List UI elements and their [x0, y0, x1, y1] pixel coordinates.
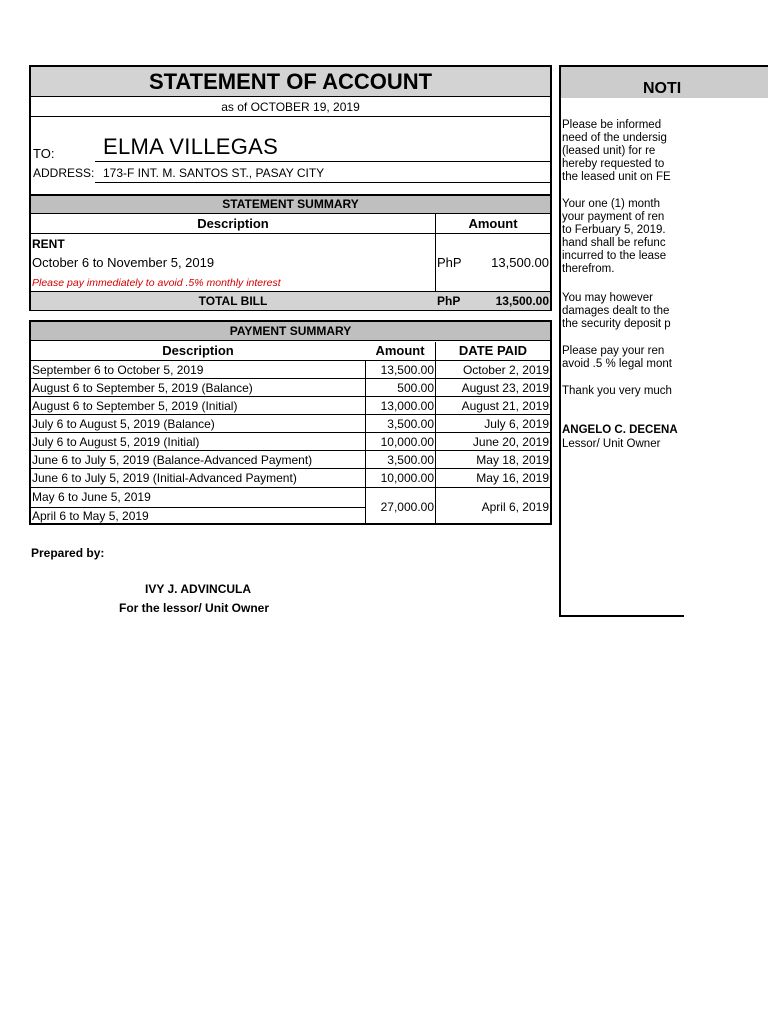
- row-date: July 6, 2019: [484, 417, 549, 431]
- interest-notice: Please pay immediately to avoid .5% monthly interest: [32, 277, 281, 289]
- row-description: August 6 to September 5, 2019 (Balance): [32, 381, 253, 395]
- summary-header-rule: [31, 233, 550, 234]
- notice-line: avoid .5 % legal mont: [562, 358, 672, 370]
- tenant-name: ELMA VILLEGAS: [103, 134, 279, 159]
- notice-line: You may however: [562, 292, 653, 304]
- notice-line: Your one (1) month: [562, 198, 661, 210]
- crop-mask: [684, 98, 768, 628]
- row-description: July 6 to August 5, 2019 (Balance): [32, 417, 215, 431]
- merged-row-amount: 27,000.00: [380, 500, 434, 514]
- table-row: [31, 361, 550, 379]
- summary-col-amount: Amount: [468, 216, 518, 231]
- row-description: August 6 to September 5, 2019 (Initial): [32, 399, 238, 413]
- statement-summary-heading: STATEMENT SUMMARY: [31, 194, 550, 214]
- total-bill-label: TOTAL BILL: [198, 294, 268, 308]
- row-description: September 6 to October 5, 2019: [32, 363, 204, 377]
- notice-signer-name: ANGELO C. DECENA: [562, 424, 678, 436]
- total-bill-row: [31, 291, 550, 310]
- merged-row-description-1: May 6 to June 5, 2019: [32, 490, 151, 504]
- statement-title: STATEMENT OF ACCOUNT: [31, 67, 550, 97]
- notice-line: your payment of ren: [562, 211, 665, 223]
- notice-line: Please be informed: [562, 119, 662, 131]
- rent-label: RENT: [32, 237, 65, 251]
- payment-col-amount: Amount: [375, 343, 425, 358]
- notice-line: the security deposit p: [562, 318, 671, 330]
- row-description: July 6 to August 5, 2019 (Initial): [32, 435, 200, 449]
- payment-col-date: DATE PAID: [458, 343, 528, 358]
- payment-summary-heading: PAYMENT SUMMARY: [31, 322, 550, 341]
- table-row: [31, 451, 550, 469]
- tenant-address: 173-F INT. M. SANTOS ST., PASAY CITY: [103, 166, 325, 180]
- row-amount: 10,000.00: [380, 435, 434, 449]
- notice-line: (leased unit) for re: [562, 145, 656, 157]
- total-currency: PhP: [437, 294, 461, 308]
- notice-line: therefrom.: [562, 263, 615, 275]
- summary-col-description: Description: [197, 216, 269, 231]
- row-amount: 13,500.00: [380, 363, 434, 377]
- notice-line: Please pay your ren: [562, 345, 665, 357]
- as-of-date: as of OCTOBER 19, 2019: [31, 97, 550, 117]
- merged-row-date: April 6, 2019: [481, 500, 549, 514]
- notice-line: to Ferbuary 5, 2019.: [562, 224, 666, 236]
- notice-line: damages dealt to the: [562, 305, 670, 317]
- notice-line: hereby requested to: [562, 158, 665, 170]
- notice-signer-role: Lessor/ Unit Owner: [562, 438, 661, 450]
- table-row: [31, 415, 550, 433]
- name-underline: [95, 161, 550, 162]
- notice-line: Thank you very much: [562, 385, 672, 397]
- rent-amount: 13,500.00: [491, 255, 549, 270]
- row-date: August 23, 2019: [461, 381, 549, 395]
- row-date: May 16, 2019: [476, 471, 549, 485]
- row-date: August 21, 2019: [461, 399, 549, 413]
- row-amount: 10,000.00: [380, 471, 434, 485]
- notice-line: hand shall be refunc: [562, 237, 666, 249]
- address-underline: [95, 182, 550, 183]
- notice-heading: NOTI: [561, 67, 768, 98]
- row-description: June 6 to July 5, 2019 (Initial-Advanced Payment): [32, 471, 297, 485]
- notice-line: the leased unit on FE: [562, 171, 671, 183]
- row-amount: 500.00: [397, 381, 434, 395]
- preparer-name: IVY J. ADVINCULA: [145, 582, 252, 596]
- notice-line: need of the undersig: [562, 132, 667, 144]
- preparer-role: For the lessor/ Unit Owner: [119, 601, 270, 615]
- row-date: May 18, 2019: [476, 453, 549, 467]
- table-row: [31, 433, 550, 451]
- prepared-by-label: Prepared by:: [31, 546, 105, 560]
- statement-of-account: [29, 65, 552, 311]
- to-label: TO:: [33, 146, 55, 161]
- table-row: [31, 397, 550, 415]
- table-row: [31, 379, 550, 397]
- row-date: June 20, 2019: [472, 435, 549, 449]
- total-amount: 13,500.00: [495, 294, 549, 308]
- payment-summary: [29, 320, 552, 525]
- rent-period: October 6 to November 5, 2019: [32, 255, 215, 270]
- table-row: [31, 469, 550, 488]
- payment-col-description: Description: [162, 343, 234, 358]
- row-amount: 3,500.00: [387, 417, 434, 431]
- merged-row-description-2: April 6 to May 5, 2019: [32, 509, 149, 523]
- row-amount: 3,500.00: [387, 453, 434, 467]
- address-label: ADDRESS:: [33, 166, 95, 180]
- row-amount: 13,000.00: [380, 399, 434, 413]
- notice-line: incurred to the lease: [562, 250, 667, 262]
- row-date: October 2, 2019: [462, 363, 549, 377]
- row-description: June 6 to July 5, 2019 (Balance-Advanced Payment): [32, 453, 313, 467]
- rent-currency: PhP: [437, 255, 462, 270]
